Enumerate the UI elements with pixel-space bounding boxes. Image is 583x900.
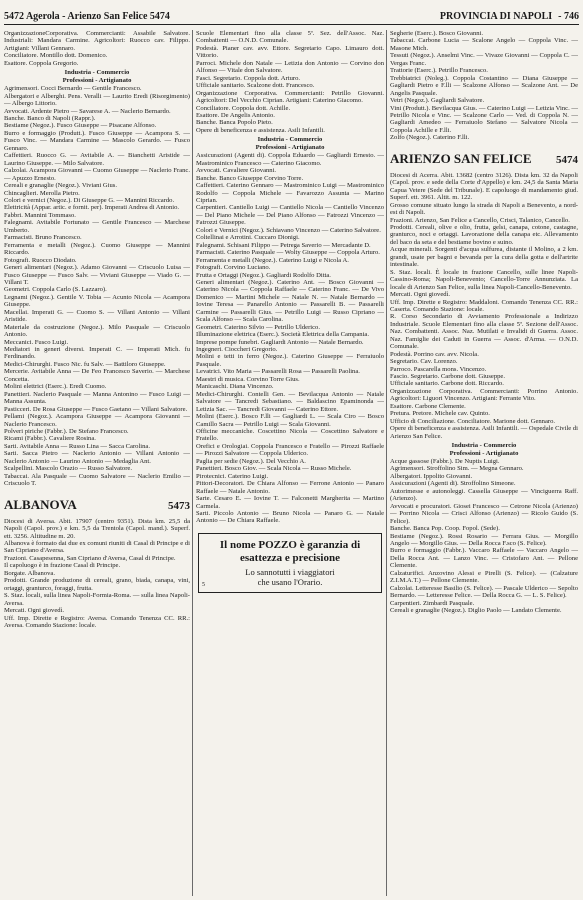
directory-entry: Illuminazione elettrica (Eserc.). Società Elettrica della Campania. — [196, 331, 370, 339]
directory-entry: Banche. Banca Popolo Pieto. — [196, 119, 273, 127]
directory-entry: Organizzazione Corporativa. Commercianti: Porrino Antonio. Agricoltori: Liguori Vincenzo. Artigiani: Ferrante Vito. — [390, 387, 578, 403]
directory-entry: Pasticceri. De Rosa Giuseppe — Fusco Gaetano — Villani Salvatore. — [4, 405, 188, 413]
albanova-admin-entries — [196, 30, 384, 134]
directory-entry: Parroco. Pascarella mons. Vincenzo. — [390, 365, 487, 373]
directory-entry: Organizzazione Corporativa. Commercianti: Petrillo Giovanni. Agricoltori: Del Vecchio Ciprian. Artigiani: Caterino Giacomo. — [196, 89, 384, 105]
ad-body: Lo sannotutti i viaggiatori — [245, 566, 335, 577]
directory-entry: Ferramenta e metalli (Negoz.). Cuomo Giuseppe — Mannini Riccardo. — [4, 241, 190, 257]
directory-entry: Materiale da costruzione (Negoz.). Milo Pasquale — Criscuolo Antonio. — [4, 323, 190, 339]
albanova-tail-entries — [390, 30, 578, 142]
directory-entry: Parroci. Michele don Natale — Letizia don Antonio — Corvino don Alfonso — Vitale don Salvatore. — [196, 59, 384, 75]
directory-entry: Zolfo (Negoz.). Caterino F.lli. — [390, 134, 470, 142]
directory-entry: Panettieri. Bosco Giov. — Scala Nicola — Russo Michele. — [196, 465, 352, 473]
directory-entry: Meccanici. Fusco Luigi. — [4, 338, 69, 346]
directory-entry: Fasci. Segretario. Coppola dott. Arturo. — [196, 74, 301, 82]
directory-entry: Medici-Chirurghi. Fusco Nic. fu Salv. — Battiloro Giuseppe. — [4, 360, 166, 368]
albanova-heading — [4, 497, 190, 514]
agerola-entries — [4, 85, 190, 487]
directory-entry: Maestri di musica. Corvino Torre Gius. — [196, 375, 300, 383]
directory-entry: Segretario. Cav. Lorenzo. — [390, 358, 458, 366]
town-name: ARIENZO SAN FELICE — [390, 150, 532, 166]
directory-entry: S. Staz. locali, sulla linea Napoli-Formia-Roma. — sulla linea Napoli-Aversa. — [4, 592, 190, 607]
directory-entry: Conciliatore. Coppola dott. Achille. — [196, 104, 291, 112]
directory-entry: Bestiame (Negoz.). Fusco Giuseppe — Pisacane Alfonso. — [4, 122, 157, 130]
section-subtitle: Professioni - Artigianato — [449, 449, 519, 457]
directory-entry: Prodotti. Grande produzione di cereali, grano, biada, canapa, vini, ortaggi, granturco, foraggi, frutta. — [4, 577, 190, 592]
directory-entry: Acque gassose (Fabbr.). De Nuptis Luigi. — [390, 458, 500, 466]
town-number: 5473 — [168, 499, 190, 512]
directory-entry: OrganizzazioneCorporativa. Commercianti: Assabile Salvatore. Industriali: Mandara Carmine. Agricoltori: Ruocco cav. Filippo. Artigiani: Villani Gennaro. — [4, 30, 190, 52]
directory-entry: Pirotecnici. Caterino Luigi. — [196, 472, 269, 480]
directory-entry: Ingegneri. Cioccheri Gregorio. — [196, 346, 278, 354]
directory-entry: Mercati. Ogni giovedì. — [390, 291, 451, 299]
town-name: ALBANOVA — [4, 496, 77, 512]
directory-entry: Diocesi di Aversa. Abit. 17907 (centro 9351). Dista km. 25,5 da Napoli (Capol. prov.) e km. 5,5 da Trentola (Capol. mand.). Superf. ett. 3256. Altitudine m. 20. — [4, 517, 190, 540]
header-right — [170, 11, 579, 22]
directory-entry: Carpentieri. Zimbardi Pasquale. — [390, 599, 475, 607]
arienzo-entries — [390, 172, 578, 440]
directory-entry: Farmacisti. Bruno Francesco. — [4, 234, 82, 242]
directory-entry: Tessuti (Negoz.). Anselmi Vinc. — Vivaze Giovanni — Coppola C. — Vergas Franc. — [390, 52, 578, 67]
directory-entry: Avvocati. Cavaliere Giovanni. — [196, 167, 277, 175]
directory-entry: Cereali e granaglie (Negoz.). Viviani Gius. — [4, 182, 118, 190]
directory-entry: Orefici e Orologiai. Coppola Francesco e Fratello — Pirozzi Raffaele — Pirozzi Salvatore — Coppola Ulderico. — [196, 442, 384, 458]
section-title: Industria - Commercio — [257, 136, 323, 144]
directory-entry: Geometri. Coppola Carlo (S. Lazzaro). — [4, 286, 107, 294]
directory-entry: Pretura. Pretore. Michele cav. Quinto. — [390, 410, 490, 418]
directory-entry: Farmacisti. Caterino Pasquale — Wolty Giuseppe — Coppola Arturo. — [196, 249, 380, 257]
directory-entry: Scuole Elementari fino alla classe 5ª. Sez. dell'Assoc. Naz. Combattenti — O.N.D. Comunale. — [196, 30, 384, 45]
ad-headline: Il nome POZZO è garanzia di — [219, 538, 361, 551]
column-divider — [192, 30, 193, 896]
directory-entry: Albanova è formato dai due ex comuni riuniti di Casal di Principe e di San Cipriano d'Aversa. — [4, 540, 190, 555]
directory-entry: Borgate. Albanova. — [4, 569, 55, 577]
ad-headline-2: esattezza e precisione — [240, 551, 340, 564]
column-1 — [4, 30, 190, 896]
directory-entry: Avvocati. Ardente Pietro — Savarese A. — Naclerio Bernardo. — [4, 107, 171, 115]
directory-entry: Frazioni. Casapesenna, San Cipriano d'Aversa, Casal di Principe. — [4, 554, 176, 562]
directory-entry: Ufficio di Conciliazione. Conciliatore. Marione dott. Gennaro. — [390, 417, 556, 425]
directory-entry: Vini (Produtt.). Bevilacqua Gius. — Caterino Luigi — Letizia Vinc. — Petrillo Nicola e Vinc. — Scalzone Carlo — Ved. di Coppola N. — Gagliardi Amedeo — Ferraiuolo Stefano — Salvatore Nicola — Coppola Achille e F.lli. — [390, 104, 578, 134]
directory-entry: Vetri (Negoz.). Gagliardi Salvatore. — [390, 97, 485, 105]
directory-entry: Falegnami. Schisani Filippo — Petrega Saverio — Mercadante D. — [196, 241, 371, 249]
section-heading — [196, 136, 384, 151]
directory-entry: Macellai. Imperati G. — Cuomo S. — Villani Antonio — Villani Aristide. — [4, 308, 190, 324]
directory-entry: Generi alimentari (Negoz.). Adamo Giovanni — Criscuolo Luisa — Fusco Giuseppe — Fusco Salv. — Viviani Giuseppe — Viado G. — Villani T. — [4, 264, 190, 286]
directory-entry: Autorimesse e autonoleggi. Cassella Giuseppe — Vinciguerra Raff. (Arienzo). — [390, 487, 578, 503]
arienzo-business-entries — [390, 458, 578, 615]
directory-entry: Esattore. Carbone Clemente. — [390, 402, 466, 410]
directory-entry: Grosso comune situato lungo la strada di Napoli a Benevento, a nord-est di Napoli. — [390, 201, 578, 217]
column-3 — [390, 30, 578, 896]
albanova-entries — [4, 518, 190, 630]
directory-entry: Caffettieri. Caterino Gennaro — Mastrominico Luigi — Mastrominico Rodolfo — Coppola Michele — Favarozzo Assunta — Marino Ciprian. — [196, 182, 384, 204]
directory-entry: Il capoluogo è in frazione Casal di Principe. — [4, 562, 121, 570]
directory-entry: Diocesi di Acerra. Abit. 13682 (centro 3126). Dista km. 32 da Napoli (Capol. prov. e sede della Corte d'Appello) e km. 24,5 da Santa Maria Capua Vetere (Sede del Tribunale). E capoluogo di mandamento giud. Superf. ett. 3961. Altit. m. 122. — [390, 171, 578, 202]
directory-entry: Uff. Imp. Dirette e Registro: Maddaloni. Comando Tenenza CC. RR.: Caserta. Comando Stazione: locale. — [390, 298, 578, 313]
directory-entry: Ufficiale sanitario. Scalzone dott. Francesco. — [196, 82, 315, 90]
pozzo-advertisement — [198, 533, 382, 593]
section-subtitle: Professioni - Artigianato — [62, 76, 132, 84]
agerola-top-entries — [4, 30, 190, 67]
directory-entry: Prodotti. Cereali, olive e olio, frutta, gelsi, canapa, cotone, castagne, granturco, noci e ortaggi. Lavorazione della canapa etc. Allevamento del baco da seta e del bestiame bovino e suino. — [390, 223, 578, 246]
directory-entry: Manicaschi. Diana Vincenzo. — [196, 383, 274, 391]
town-number: 5474 — [556, 153, 578, 166]
directory-entry: Sarti. Piccolo Antonio — Bruno Nicola — Panaro G. — Natale Antonio — De Chiara Raffaele. — [196, 510, 384, 525]
directory-entry: Avvocati e procuratori. Giosei Francesco — Cetrone Nicola (Arienzo) — Porrino Nicola — Crisci Alfonso (Arienzo) — Ricolo Guido (S. Felice). — [390, 502, 578, 525]
section-title: Industria - Commercio — [451, 442, 517, 450]
directory-entry: Colori e vernici (Negoz.). Di Giuseppe G. — Mannini Riccardo. — [4, 196, 175, 204]
directory-entry: Banche. Banca Pop. Coop. Fopol. (Sede). — [390, 525, 500, 533]
directory-entry: Officine meccaniche. Coscettino Nicola — Coscettino Salvatore e Fratello. — [196, 428, 384, 443]
directory-entry: Falegnami. Avitabile Fortunato — Gentile Francesco — Marchese Umberto. — [4, 219, 190, 234]
section-title: Industria - Commercio — [64, 69, 130, 77]
directory-entry: Mediatori in generi diversi. Imperati C. — Imperati Mich. fu Ferdinando. — [4, 346, 190, 361]
directory-entry: R. Corso Secondario di Avviamento Professionale a Indirizzo Industriale. Scuole Elementari fino alla classe 5ª. Sezione dell'Assoc. Naz. Combattenti. Assoc. Naz. Mutilati e Invalidi di Guerra. Assoc. Naz. Famiglie dei Caduti in Guerra — Assoc. d'Arma. — O.N.D. Comunale. — [390, 313, 578, 351]
page-header — [4, 8, 579, 25]
directory-entry: Esattore. Coppola Gregorio. — [4, 59, 79, 67]
directory-entry: Cereali e granaglie (Negoz.). Diglio Paolo — Landato Clemente. — [390, 607, 562, 615]
directory-entry: Scalpellini. Mascolo Orazio — Russo Salvatore. — [4, 465, 133, 473]
directory-entry: Trebbiatrici (Noleg.). Coppola Costantino — Diana Giuseppe — Gagliardi Pietro e F.lli — Scalzone Alfonso — Scalzone Ant. — De Angelis Pasquale. — [390, 74, 578, 97]
directory-entry: Assicurazioni (Agenti di). Coppola Eduardo — Gagliardi Ernesto. — Mastrominico Francesco — Caterino Giacomo. — [196, 152, 384, 167]
directory-entry: Podestà. Pianer cav. avv. Ettore. Segretario Capo. Limauro dott. Vittorio. — [196, 44, 384, 60]
directory-entry: Polveri piriche (Fabbr.). De Stefano Francesco. — [4, 428, 129, 436]
directory-entry: Calzaturifici. Anzovino Alessi e Pirelli (S. Felice). — (Calzature Z.I.M.A.T.) — Pellone Clemente. — [390, 569, 578, 585]
directory-entry: Fotografi. Corvino Luciano. — [196, 264, 271, 272]
directory-entry: Elettricità (Appar. artic. e fornit. per). Imperati Andrea di Antonio. — [4, 204, 180, 212]
directory-entry: Sarti. Sacca Pietro — Naclerio Antonio — Villani Antonio — Naclerio Antonio — Laurino Antonio — Medaglia Ant. — [4, 450, 190, 465]
directory-entry: Paglia per sedie (Negoz.). Del Vecchio A. — [196, 457, 306, 465]
directory-entry: Calzolai. Acampora Giovanni — Cuomo Giuseppe — Naclerio Franc. — Apuzzo Ernesto. — [4, 167, 190, 182]
directory-entry: Panettieri. Naclerio Pasquale — Manna Antonino — Fusco Luigi — Manna Assunta. — [4, 390, 190, 406]
directory-entry: Fotografi. Ruocco Diodato. — [4, 256, 77, 264]
directory-entry: Tabaccai. Carbone Lucia — Scalone Angelo — Coppola Vinc. — Masone Mich. — [390, 37, 578, 52]
directory-entry: Albergatori. Ippolito Giovanni. — [390, 472, 473, 480]
directory-entry: Acque minerali. Sorgenti d'acqua sulfurea, distante il Molino, a 2 km. grandi, usate per bagni e bevanda per la cura della gotta e dell'artrite intestinale. — [390, 246, 578, 269]
directory-entry: Calzolai. Letteresse Basilio (S. Felice). — Pascale Ulderico — Sepolto Bernardo. — Letteresse Felice. — Della Rocca G. — L. S. Felice). — [390, 584, 578, 600]
directory-entry: Burro e formaggio (Produtt.). Fusco Giuseppe — Acampora S. — Fusco Vinc. — Mandara Carmine — Mascolo Gerardo. — Fusco Gennaro. — [4, 129, 190, 152]
directory-entry: Opere di beneficenza e assistenza. Asili Infantili. — Ospedale Civile di Arienzo San Felice. — [390, 425, 578, 440]
directory-entry: Legnami (Negoz.). Gentile V. Tobia — Acunto Nicola — Acampora Giuseppe. — [4, 293, 190, 309]
directory-entry: Caffettieri. Ruocco G. — Avitabile A. — Bianchetti Aristide — Laurino Giuseppe. — Milo Salvatore. — [4, 152, 190, 167]
directory-entry: Assicurazioni (Agenti di). Stroffolino Simeone. — [390, 480, 516, 488]
directory-entry: Fascio. Segretario. Carbone dott. Giuseppe. — [390, 373, 505, 381]
directory-entry: Conciliatore. Montillo dott. Domenico. — [4, 52, 108, 60]
directory-entry: S. Staz. locali. È locale in frazione Cancello, sulle linee Napoli-Cassino-Roma; Napoli-Benevento; Cancello-Torre Annunziata. La locale di Arienzo San Felice, sulla linea Napoli-Cancello-Benevento. — [390, 268, 578, 291]
header-page-number: - 746 — [558, 10, 579, 22]
albanova-business-entries — [196, 152, 384, 525]
section-subtitle: Professioni - Artigianato — [255, 143, 325, 151]
directory-entry: Trattorie (Eserc.). Petrillo Francesco. — [390, 67, 488, 75]
column-2 — [196, 30, 384, 896]
directory-entry: Medici-Chirurghi. Contelli Gen. — Bevilacqua Antonio — Natale Salvatore — Tancredi Sebastiano. — Baldascino Epaminonda — Letizia Sac. — Tancredi Giovanni — Caterino Ettore. — [196, 390, 384, 413]
directory-entry: Fabbri. Mannini Tommaso. — [4, 211, 76, 219]
directory-entry: Agrimensori. Stroffolino Sim. — Megna Gennaro. — [390, 465, 524, 473]
directory-entry: Imprese pompe funebri. Gagliardi Antonio — Natale Bernardo. — [196, 338, 364, 346]
directory-entry: Molini elettrici (Eserc.). Eredi Cuomo. — [4, 383, 107, 391]
directory-entry: Chincaglieri. Merolla Pietro. — [4, 189, 80, 197]
directory-entry: Podestà. Porrino cav. avv. Nicola. — [390, 350, 479, 358]
directory-entry: Ferramenta e metalli (Negoz.). Caterino Luigi e Nicola A. — [196, 256, 349, 264]
directory-entry: Mercati. Ogni giovedì. — [4, 607, 65, 615]
directory-entry: Sarte. Cesaro E. — Iovine T. — Falconetti Margherita — Martino Carmela. — [196, 495, 384, 510]
directory-entry: Frutta e Ortaggi (Negoz.). Gagliardi Rodolfo Ditta. — [196, 271, 331, 279]
directory-entry: Esattore. De Angelis Antonio. — [196, 111, 275, 119]
directory-entry: Bestiame (Negoz.). Rossi Rosario — Ferrara Gius. — Morgillo Angelo — Morgillo Gius. — Della Rocca F.sco (S. Felice). — [390, 532, 578, 547]
directory-entry: Banche. Banco di Napoli (Rappr.). — [4, 114, 96, 122]
directory-entry: Colori e Vernici (Negoz.). Schiavano Vincenzo — Caterino Salvatore. — [196, 226, 381, 234]
directory-entry: Sarti. Avitabile Anna — Russo Lina — Sacca Carolina. — [4, 442, 151, 450]
directory-entry: Pellami (Negoz.). Acampora Giuseppe — Acampora Giovanni — Naclerio Francesco. — [4, 413, 190, 428]
column-divider — [386, 30, 387, 896]
arienzo-heading — [390, 151, 578, 168]
directory-entry: Ricami (Fabbr.). Cavaliere Rosina. — [4, 435, 96, 443]
header-province: PROVINCIA DI NAPOLI — [439, 10, 553, 22]
directory-entry: Opere di beneficenza e assistenza. Asili Infantili. — [196, 126, 325, 134]
directory-entry: Agrimensori. Cocci Bernardo — Gentile Francesco. — [4, 85, 142, 93]
directory-entry: Burro e formaggio (Fabbr.). Vaccaro Raffaele — Vaccaro Angelo — Della Rocca Ant. — Lanzo Vinc. — Cristofaro Ant. — Pellone Clemente. — [390, 547, 578, 570]
directory-entry: Mercerie. Avitabile Anna — De Feo Francesco Saverio. — Marchese Concetta. — [4, 368, 190, 383]
ad-body-2: che usano l'Orario. — [257, 576, 323, 587]
directory-entry: Frazioni. Arienzo, San Felice a Cancello, Crisci, Talanico, Cancello. — [390, 216, 570, 224]
directory-entry: Ufficiale sanitario. Carbone dott. Riccardo. — [390, 380, 504, 388]
directory-entry: Banche. Banco Giuseppe Corvino Torre. — [196, 174, 304, 182]
directory-entry: Generi alimentari (Negoz.). Caterino Ant. — Bosco Giovanni — Caterino Nicola — Coppola Raffaele — Caterino Franc. — De Vivo Domenico — Martini Michele — Natale N. — Natale Bernardo — Iovine Teresa — Panarello Antonio — Passarelli B. — Passarelli Carmine — Passarelli Gius. — Petrillo Luigi — Russo Cipriano — Scala Alfonso — Scala Carolina. — [196, 278, 384, 324]
directory-entry: Molini (Eserc.). Bosco F.lli — Gagliardi L. — Scala Ciro — Bosco Camillo Sacra — Petrillo Luigi — Scala Giovanni. — [196, 413, 384, 428]
directory-entry: Levatrici. Vito Maria — Passarelli Rosa — Passarelli Paolina. — [196, 368, 360, 376]
section-heading — [4, 69, 190, 84]
directory-entry: Coltellinai e Arrotini. Cuccaro Dionigi. — [196, 234, 300, 242]
directory-entry: Pittori-Decoratori. De Chiara Alfonso — Ferrone Antonio — Panaro Raffaele — Natale Antonio. — [196, 480, 384, 495]
header-left-title: 5472 Agerola - Arienzo San Felice 5474 — [4, 10, 170, 22]
directory-entry: Uff. Imp. Dirette e Registro: Aversa. Comando Tenenza CC. RR.: Aversa. Comando Stazione: locale. — [4, 614, 190, 629]
directory-entry: Carpentieri. Cantiello Luigi — Cantiello Nicola — Cantiello Vincenzo — Del Piano Michele — Del Piano Alfonso — Fatrozzi Vincenzo — Fatrozzi Giuseppe. — [196, 204, 384, 227]
ad-mark: 5 — [202, 582, 205, 589]
directory-entry: Albergatori e Alberghi. Pens. Veralli — Laurito Eredi (Risorgimento) — Albergo Littorio. — [4, 92, 190, 108]
directory-entry: Molini e tetti in ferro (Negoz.). Caterino Giuseppe — Ferraiuolo Pasquale. — [196, 353, 384, 368]
directory-entry: Geometri. Caterino Silvio — Petrillo Ulderico. — [196, 323, 320, 331]
section-heading — [390, 442, 578, 457]
directory-entry: Segherie (Eserc.). Bosco Giovanni. — [390, 30, 484, 37]
directory-entry: Tabaccai. Ala Pasquale — Cuomo Salvatore — Naclerio Emilio — Criscuolo T. — [4, 472, 190, 488]
